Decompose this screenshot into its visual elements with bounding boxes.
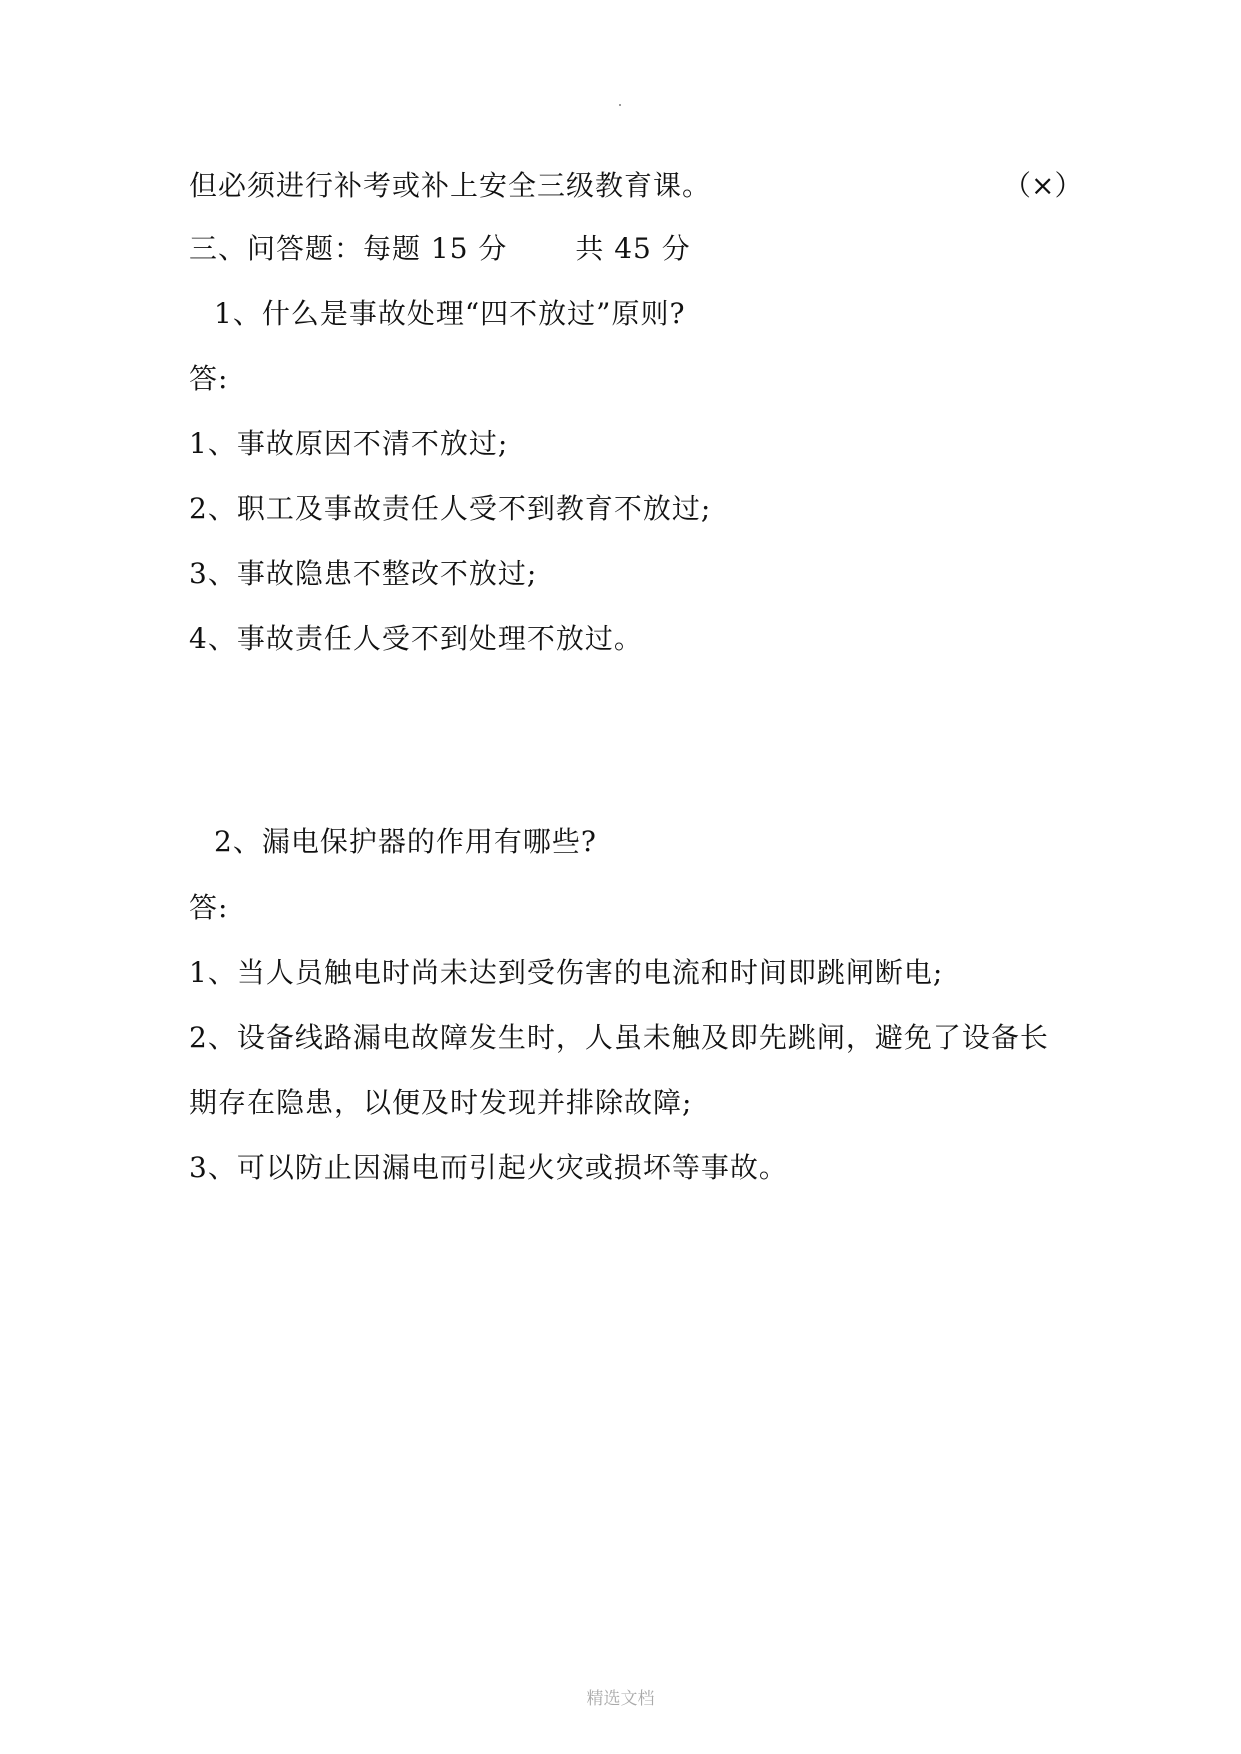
question-2-answer-label: 答:	[189, 891, 229, 924]
question-2-title: 2、漏电保护器的作用有哪些?	[214, 825, 597, 858]
question-1-title: 1、什么是事故处理“四不放过”原则?	[214, 297, 686, 330]
question-1-answer-label: 答:	[189, 362, 229, 395]
question-2-answer-item: 2、设备线路漏电故障发生时，人虽未触及即先跳闸，避免了设备长	[189, 1021, 1049, 1054]
previous-item-continuation: 但必须进行补考或补上安全三级教育课。	[189, 169, 712, 202]
judgement-mark: （×）	[1003, 169, 1083, 202]
question-2-answer-item: 期存在隐患，以便及时发现并排除故障;	[189, 1086, 693, 1119]
question-1-answer-item: 2、职工及事故责任人受不到教育不放过;	[189, 492, 712, 525]
footer-watermark: 精选文档	[586, 1689, 655, 1709]
question-1-answer-item: 4、事故责任人受不到处理不放过。	[189, 622, 643, 655]
question-1-answer-item: 3、事故隐患不整改不放过;	[189, 557, 538, 590]
section-heading: 三、问答题：每题 15 分 共 45 分	[189, 232, 691, 265]
question-1-answer-item: 1、事故原因不清不放过;	[189, 427, 509, 460]
header-dot	[619, 104, 621, 106]
question-2-answer-item: 1、当人员触电时尚未达到受伤害的电流和时间即跳闸断电;	[189, 956, 944, 989]
question-2-answer-item: 3、可以防止因漏电而引起火灾或损坏等事故。	[189, 1151, 788, 1184]
